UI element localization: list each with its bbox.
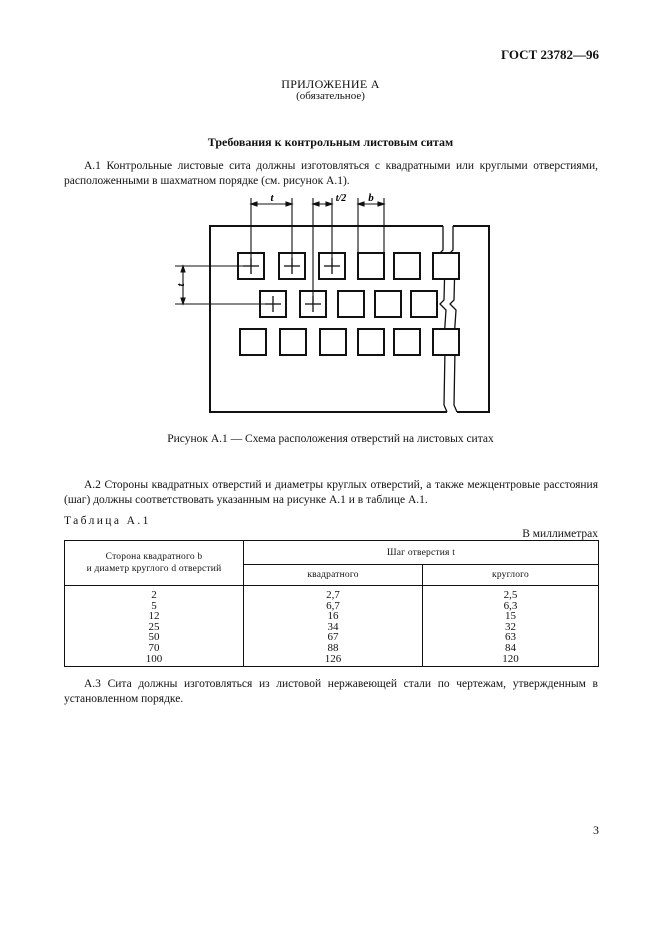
hole-square <box>433 253 459 279</box>
annex-status: (обязательное) <box>296 90 365 102</box>
hole-square <box>240 329 266 355</box>
table-units: В миллиметрах <box>522 528 598 540</box>
dim-label-t-half: t/2 <box>335 193 347 204</box>
page-number: 3 <box>593 823 599 837</box>
col3-values: 2,5 6,3 15 32 63 84 120 <box>423 586 599 667</box>
extension-lines <box>175 198 384 304</box>
figure-caption: Рисунок А.1 — Схема расположения отверстий на листовых ситах <box>167 433 494 445</box>
paragraph-a1 <box>64 159 598 189</box>
group-header: Шаг отверстия t <box>244 541 599 565</box>
col2-header: квадратного <box>244 565 423 586</box>
standard-number: ГОСТ 23782—96 <box>500 47 599 62</box>
hole-square <box>358 253 384 279</box>
col1-values: 2 5 12 25 50 70 100 <box>65 586 244 667</box>
dim-label-b: b <box>368 192 374 204</box>
col2-values: 2,7 6,7 16 34 67 88 126 <box>244 586 423 667</box>
hole-square <box>411 291 437 317</box>
hole-square <box>375 291 401 317</box>
hole-square <box>338 291 364 317</box>
hole-square <box>358 329 384 355</box>
section-heading: Требования к контрольным листовым ситам <box>207 135 454 149</box>
hole-square <box>280 329 306 355</box>
paragraph-a2-text: А.2 Стороны квадратных отверстий и диаметры круглых отверстий, а также межцентровые расстояния (шаг) должны соответствовать указанным на рисунке А.1 и в таблице А.1. <box>64 479 598 506</box>
dim-label-t-side: t <box>175 283 187 287</box>
col1-header <box>65 541 244 586</box>
hole-square <box>394 253 420 279</box>
hole-square <box>320 329 346 355</box>
paragraph-a1-text: А.1 Контрольные листовые сита должны изготовляться с квадратными или круглыми отверстиями, расположенными в шахматном порядке (см. рисунок А.1). <box>64 160 598 187</box>
dim-label-t: t <box>270 192 274 204</box>
table-label: Таблица А.1 <box>64 515 151 527</box>
col1-header-line2: и диаметр круглого d отверстий <box>86 564 222 574</box>
col1-header-line1: Сторона квадратного b <box>105 552 203 562</box>
hole-size-table <box>64 540 599 667</box>
hole-square <box>433 329 459 355</box>
paragraph-a3-text: А.3 Сита должны изготовляться из листовой нержавеющей стали по чертежам, утвержденным в установленном порядке. <box>64 678 598 705</box>
hole-square <box>394 329 420 355</box>
annex-title: ПРИЛОЖЕНИЕ А <box>281 77 380 91</box>
col3-header: круглого <box>423 565 599 586</box>
paragraph-a3 <box>64 677 598 707</box>
paragraph-a2 <box>64 478 598 508</box>
sieve-hole-diagram <box>175 190 495 420</box>
